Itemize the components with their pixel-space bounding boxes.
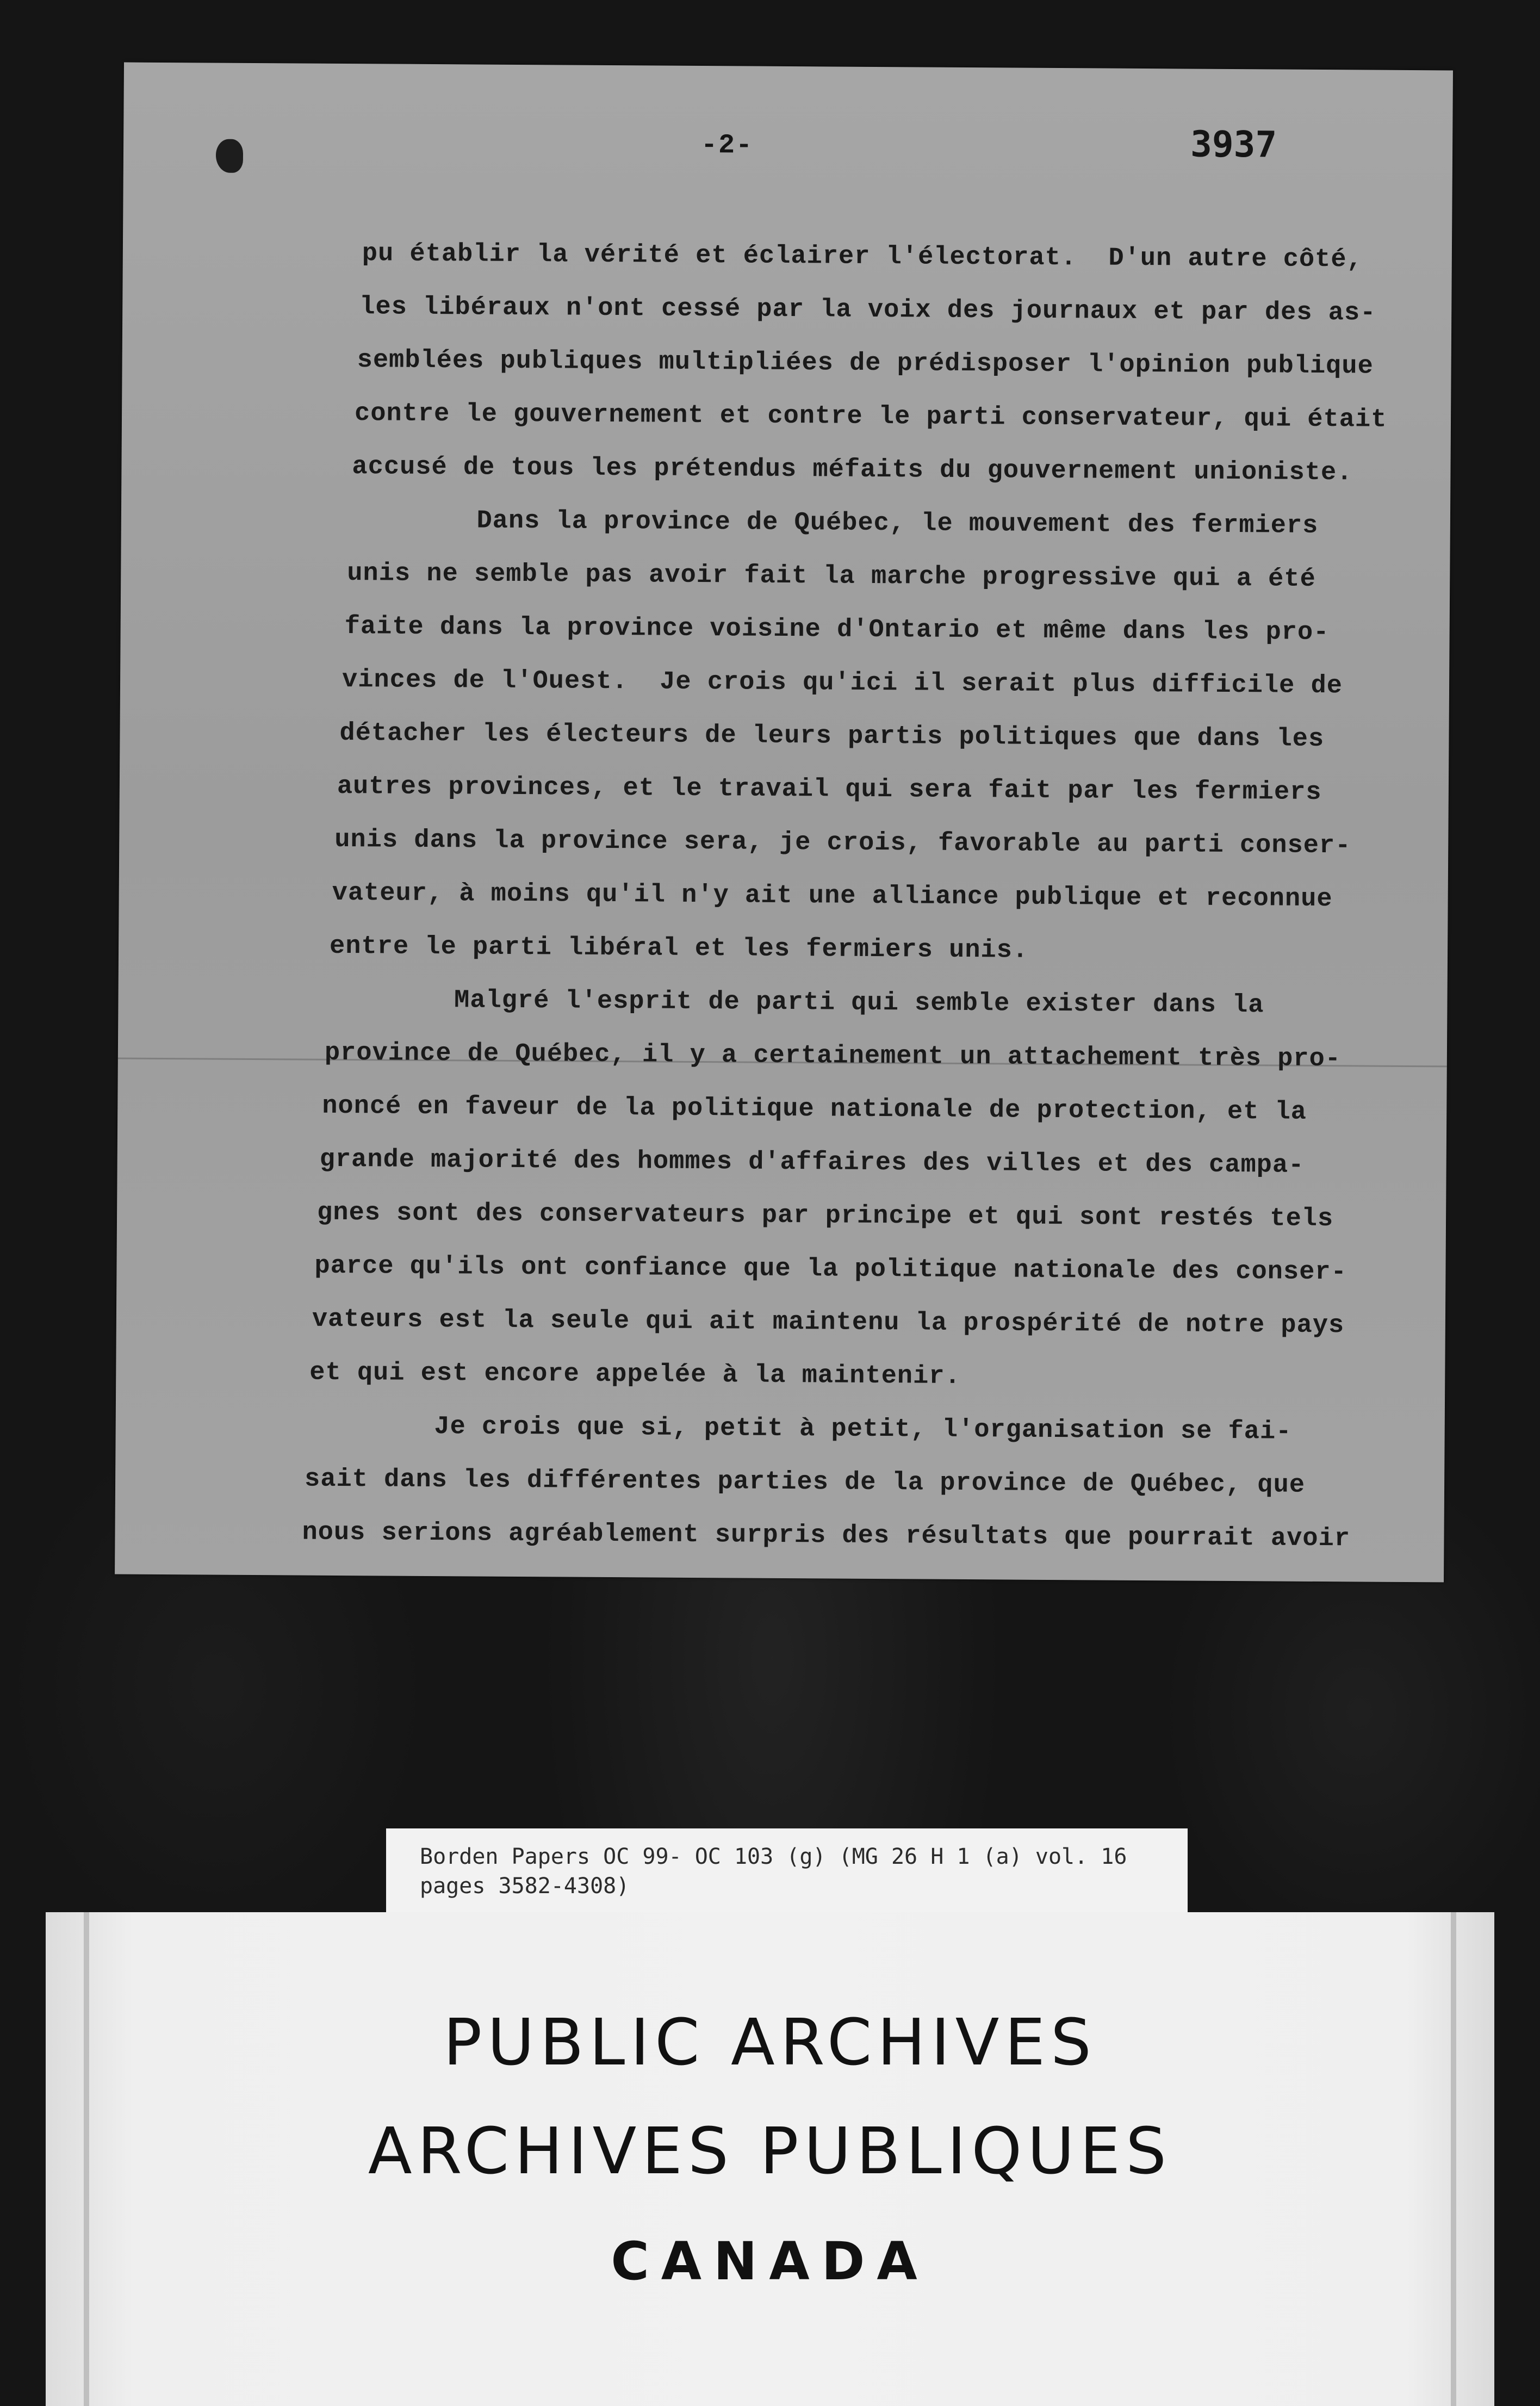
text-line: gnes sont des conservateurs par principe et qui sont restés tels xyxy=(316,1198,1334,1234)
text-line: les libéraux n'ont cessé par la voix des journaux et par des as- xyxy=(359,293,1376,328)
text-line: pu établir la vérité et éclairer l'électorat. D'un autre côté, xyxy=(362,239,1363,275)
text-line: unis ne semble pas avoir fait la marche progressive qui a été xyxy=(347,559,1316,594)
text-line: unis dans la province sera, je crois, favorable au parti conser- xyxy=(334,825,1351,861)
text-line: sait dans les différentes parties de la province de Québec, que xyxy=(304,1465,1306,1500)
text-line: Malgré l'esprit de parti qui semble exister dans la xyxy=(327,985,1264,1020)
archive-country: CANADA xyxy=(611,2231,929,2292)
reference-line-2: pages 3582-4308) xyxy=(420,1874,630,1899)
text-line: parce qu'ils ont confiance que la politique nationale des conser- xyxy=(314,1251,1347,1287)
text-line: autres provinces, et le travail qui sera fait par les fermiers xyxy=(337,772,1322,808)
typed-letter-page xyxy=(115,63,1453,1583)
text-line: province de Québec, il y a certainement un attachement très pro- xyxy=(324,1038,1342,1074)
text-line: Dans la province de Québec, le mouvement des fermiers xyxy=(349,506,1319,541)
archive-title-card xyxy=(46,1912,1494,2406)
text-line: nous serions agréablement surpris des résultats que pourrait avoir xyxy=(302,1518,1351,1554)
folio-number: 3937 xyxy=(1190,123,1277,166)
ink-blot-mark xyxy=(216,139,243,173)
text-line: et qui est encore appelée à la maintenir. xyxy=(309,1358,961,1391)
reference-label xyxy=(386,1828,1188,1913)
text-line: noncé en faveur de la politique nationale de protection, et la xyxy=(322,1092,1307,1127)
letter-body xyxy=(123,171,1452,1554)
text-line: contre le gouvernement et contre le parti conservateur, qui était xyxy=(354,399,1387,435)
text-line: détacher les électeurs de leurs partis politiques que dans les xyxy=(339,718,1325,754)
text-line: accusé de tous les prétendus méfaits du gouvernement unioniste. xyxy=(352,452,1353,488)
archive-title-english: PUBLIC ARCHIVES xyxy=(443,2005,1097,2080)
archive-title-french: ARCHIVES PUBLIQUES xyxy=(368,2113,1172,2188)
text-line: vateur, à moins qu'il n'y ait une alliance publique et reconnue xyxy=(332,878,1333,914)
text-line: Je crois que si, petit à petit, l'organisation se fai- xyxy=(307,1411,1292,1447)
text-line: vinces de l'Ouest. Je crois qu'ici il serait plus difficile de xyxy=(341,666,1343,701)
text-line: grande majorité des hommes d'affaires des villes et des campa- xyxy=(319,1145,1305,1180)
text-line: entre le parti libéral et les fermiers unis. xyxy=(329,932,1029,965)
text-line: faite dans la province voisine d'Ontario et même dans les pro- xyxy=(344,612,1330,648)
page-number: -2- xyxy=(700,130,754,162)
reference-line-1: Borden Papers OC 99- OC 103 (g) (MG 26 H 1 (a) vol. 16 xyxy=(420,1844,1127,1869)
text-line: vateurs est la seule qui ait maintenu la prospérité de notre pays xyxy=(312,1305,1345,1341)
text-line: semblées publiques multipliées de prédisposer l'opinion publique xyxy=(357,346,1374,381)
